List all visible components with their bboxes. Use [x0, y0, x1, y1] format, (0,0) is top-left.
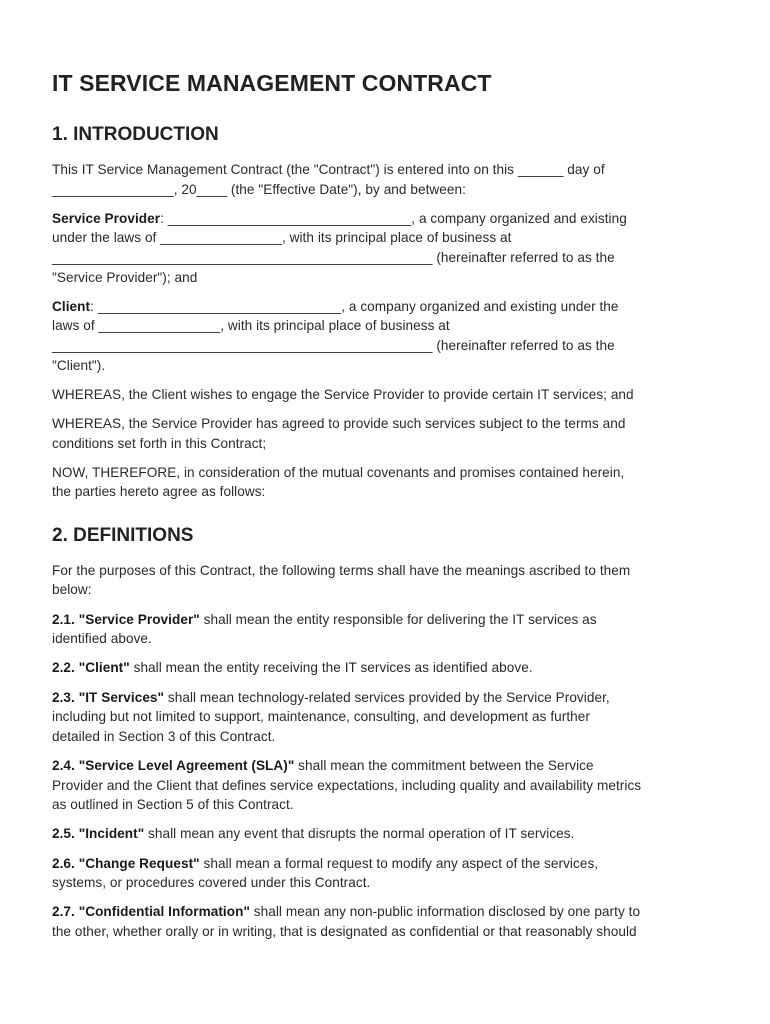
text-line: identified above. [52, 631, 152, 647]
service-provider-label: Service Provider [52, 210, 161, 226]
definition-item [52, 756, 722, 815]
text-line: NOW, THEREFORE, in consideration of the mutual covenants and promises contained herein, [52, 464, 625, 480]
text-line: "Client"). [52, 357, 106, 373]
text-line: laws of ________________, with its principal place of business at [52, 318, 450, 334]
text-line: : ________________________________, a company organized and existing [160, 210, 627, 226]
text-line: This IT Service Management Contract (the "Contract") is entered into on this ______ day of [52, 162, 605, 177]
definition-term: 2.1. "Service Provider" [52, 611, 200, 627]
text-line: shall mean the entity receiving the IT services as identified above. [129, 660, 533, 676]
definition-term: 2.4. "Service Level Agreement (SLA)" [52, 758, 295, 773]
text-line: Provider and the Client that defines service expectations, including quality and availability metrics [52, 777, 642, 793]
text-line: WHEREAS, the Service Provider has agreed to provide such services subject to the terms and [52, 415, 626, 431]
text-line: For the purposes of this Contract, the following terms shall have the meanings ascribed to them [52, 562, 631, 578]
text-line: : ________________________________, a company organized and existing under the [90, 298, 619, 314]
text-line: "Service Provider"); and [52, 269, 198, 285]
text-line: __________________________________________________ (hereinafter referred to as the [52, 249, 615, 265]
text-line: the parties hereto agree as follows: [52, 484, 266, 500]
definition-term: 2.5. "Incident" [52, 826, 145, 842]
client-label: Client [52, 298, 91, 314]
text-line: ________________, 20____ (the "Effective Date"), by and between: [52, 181, 466, 197]
section-heading-introduction: 1. INTRODUCTION [52, 124, 219, 145]
client-paragraph [52, 297, 722, 375]
service-provider-paragraph [52, 209, 722, 287]
definition-item [52, 854, 722, 893]
text-line: including but not limited to support, maintenance, consulting, and development as further [52, 709, 590, 725]
text-line: systems, or procedures covered under this Contract. [52, 875, 371, 891]
definition-term: 2.7. "Confidential Information" [52, 904, 250, 920]
definition-term: 2.3. "IT Services" [52, 689, 165, 705]
definition-item [52, 610, 722, 649]
definition-item [52, 824, 722, 844]
text-line: shall mean a formal request to modify any aspect of the services, [199, 855, 599, 871]
definitions-lead-paragraph [52, 561, 722, 600]
definition-term: 2.6. "Change Request" [52, 855, 200, 871]
text-line: shall mean any non-public information disclosed by one party to [249, 904, 641, 920]
whereas-paragraph [52, 385, 722, 405]
section-heading-definitions: 2. DEFINITIONS [52, 524, 194, 546]
definition-item [52, 902, 722, 941]
now-therefore-paragraph [52, 463, 722, 502]
definition-term: 2.2. "Client" [52, 660, 130, 676]
text-line: detailed in Section 3 of this Contract. [52, 728, 276, 744]
intro-paragraph [52, 160, 722, 199]
document-page [52, 70, 722, 951]
text-line: as outlined in Section 5 of this Contract. [52, 797, 294, 813]
definition-item [52, 688, 722, 747]
whereas-paragraph [52, 414, 722, 453]
text-line: under the laws of ________________, with its principal place of business at [52, 230, 512, 246]
text-line: shall mean any event that disrupts the normal operation of IT services. [144, 826, 575, 842]
text-line: shall mean the commitment between the Service [294, 758, 594, 773]
text-line: below: [52, 582, 92, 598]
document-title: IT SERVICE MANAGEMENT CONTRACT [52, 70, 492, 96]
text-line: the other, whether orally or in writing, that is designated as confidential or that reasonably should [52, 923, 637, 939]
text-line: conditions set forth in this Contract; [52, 435, 267, 451]
text-line: shall mean the entity responsible for delivering the IT services as [199, 611, 597, 627]
definition-item [52, 658, 722, 678]
text-line: __________________________________________________ (hereinafter referred to as the [52, 337, 615, 353]
text-line: WHEREAS, the Client wishes to engage the Service Provider to provide certain IT services; and [52, 386, 634, 402]
text-line: shall mean technology-related services provided by the Service Provider, [164, 689, 610, 705]
